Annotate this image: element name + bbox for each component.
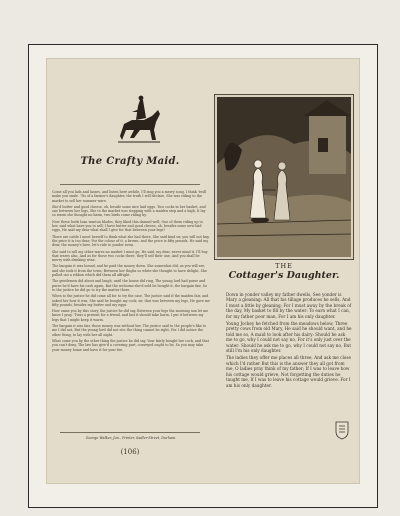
stanza: The bargain it was fair, those money was without her, The justice said to the people's-like to me I did not, But the young lord did not stir, the thing cannot be right, For I did notice the other thing, to lay with her all night. (52, 324, 207, 337)
title-rule (60, 184, 200, 185)
stanza: There are cattle I meet herself to think what she had there, She said kind sir, you will not buy, the price it is too dear; For the colour of it, a brown, and the price is fifty pounds, He said my dear, the money's here, let's ride to yonder town. (52, 234, 210, 248)
crafty-maid-song (52, 190, 210, 354)
stanza: What come you by the other thing the justice he did say, Your fairly bought her cock, and that you can't deny, The law has give'd a covering part, conveyed ought to be, So you may take your money home and have it for your fee. (52, 338, 209, 352)
stanza: How came you by this story, the justice he did say, Between your legs the morning sun let me know I pray, 'Twas a present for a friend, and last it should take harm, I put it between my legs that I might keep it warm. (52, 309, 209, 322)
stanza: Young Jockey he fetched from the meadows below, Three pretty cows from old Mary, He said he should want, and he told me so, A maid to look after his dairy: Should he ask me to go, why I could not say no, For it's only just over the water: Should he ask me to go, why I could not say no, But still I'm his only daughter. (226, 321, 352, 354)
cottagers-daughter-song (226, 292, 352, 390)
crafty-maid-title: The Crafty Maid. (80, 156, 180, 167)
the-label: THE (275, 262, 293, 270)
footer-rule (60, 432, 200, 433)
sheet-number: (106) (120, 448, 140, 456)
stanza: When to the justice he did come all for to try the case, The justice said if the maiden fair, and asked her how it was, She said he bought my cock, sir, that was between my legs, He gave me fifty pounds, besides my butter and my eggs. (52, 294, 210, 307)
stanza: Down in yonder valley my father dwells, See yonder is Mary a gleaning: All that his tillage produces he sells, And I must a little by gleaning; For I must away by the break of the day, My basket to fill by the water: To earn what I can, for my father poor man, For I am his only daughter. (226, 292, 352, 319)
cottage-woodcut (214, 94, 354, 260)
stanza: She said to sell my other wares no market I must go, He said, my dear, never mind it, I'll buy that wares also, And as for those two cocks there, they'll sell their one, And you shall be merry with drinking wine. (52, 249, 208, 263)
stanza: She'd butter and good cheese, oh, beside some nice laid eggs, Two cocks in her basket, and one between her legs, She to the market was stepping with a maiden step and a high, It lay so warm she thought no harm, two birds come riding by. (52, 204, 206, 218)
stanza: The ladies they offer me places all three, And ask me close which I'd rather But this is the answer they all got from me, O ladies pray think of my father; If I was to leave how his cottage would grieve, Not forgetting the duties he taught me, If I was to leave his cottage would grieve. For I am his only daughter. (226, 355, 351, 388)
printer-imprint: George Walker, Jun., Printer, Sadler-Street, Durham. (85, 436, 177, 440)
stanza: The gentlemen did about and laugh, until the house did ring, The young lord had purse and purse he'd have his cash again, But the welcome she'd sold he bought it, the bargain fair, So to the justice he did go to try the matter there. (52, 279, 207, 292)
stanza: Come all you lads and lasses, and listen here awhile, I'll sing you a merry song, I think 'twill make you smile. 'Tis of a farmer's daughter, the truth I will declare, She was riding to the market to sell her summer ware. (52, 190, 207, 203)
cottagers-daughter-title: Cottager's Daughter. (228, 270, 340, 281)
stanza: The bargain it was bound, and he paid the money down, She somewhat did, as you will see, and she took it from the town; Between her thighs so white she thought to have delight, She pulled out a ribbon which did them all affright. (52, 264, 207, 278)
library-crest-icon (334, 420, 350, 440)
horse-rider-woodcut (110, 94, 166, 146)
stanza: Now these lords loan wanton blades, they liked this damsel well, One of them riding up to her, said what have you to sell; I have butter and good cheese, oh, besides some new-laid eggs, He said my dear what shall I give for that between your legs? (52, 219, 203, 233)
